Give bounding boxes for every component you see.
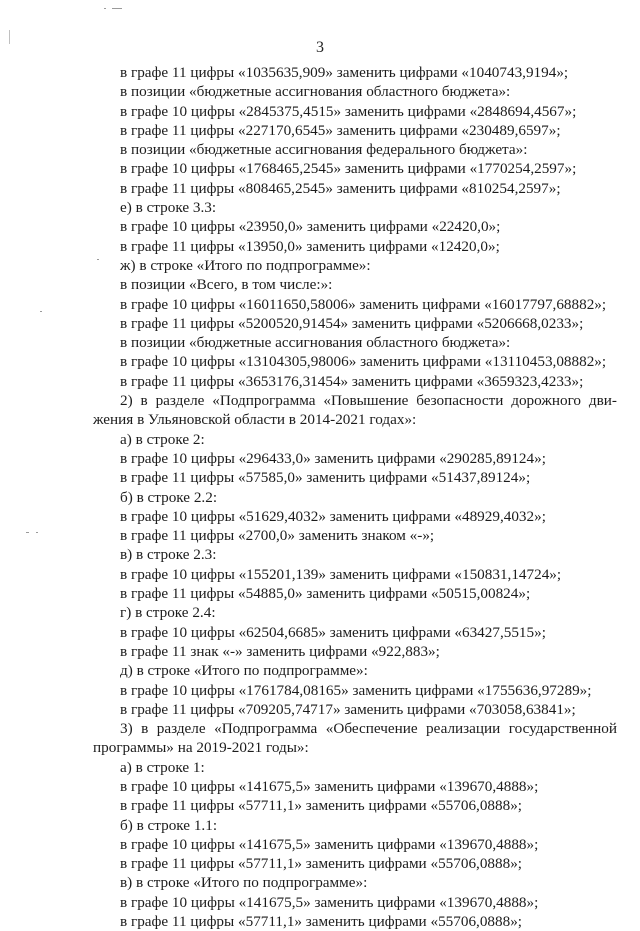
text-line: в графе 10 цифры «141675,5» заменить цифрами «139670,4888»; (120, 835, 539, 853)
text-line: а) в строке 1: (120, 758, 205, 776)
text-line: в графе 11 цифры «5200520,91454» заменить цифрами «5206668,0233»; (120, 314, 584, 332)
text-line: в графе 10 цифры «296433,0» заменить цифрами «290285,89124»; (120, 449, 546, 467)
text-line: в графе 11 цифры «57585,0» заменить цифрами «51437,89124»; (120, 469, 531, 487)
text-line: в графе 10 цифры «13104305,98006» заменить цифрами «13110453,08882»; (120, 353, 607, 371)
scan-speck (26, 532, 29, 533)
text-line: в позиции «бюджетные ассигнования областного бюджета»: (120, 83, 511, 101)
text-line: в графе 10 цифры «2845375,4515» заменить цифрами «2848694,4567»; (120, 102, 577, 120)
text-line: в графе 10 цифры «141675,5» заменить цифрами «139670,4888»; (120, 893, 539, 911)
scan-speck (36, 532, 38, 533)
text-line: жения в Ульяновской области в 2014-2021 годах»: (93, 411, 417, 429)
text-line: в графе 11 цифры «2700,0» заменить знаком «-»; (120, 527, 435, 545)
text-line: ж) в строке «Итого по подпрограмме»: (120, 256, 371, 274)
text-line: в графе 11 цифры «227170,6545» заменить цифрами «230489,6597»; (120, 121, 561, 139)
text-line: в позиции «Всего, в том числе:»: (120, 276, 333, 294)
text-line: в позиции «бюджетные ассигнования федерального бюджета»: (120, 141, 528, 159)
text-line: в графе 11 цифры «57711,1» заменить цифрами «55706,0888»; (120, 797, 523, 815)
text-line: в графе 10 цифры «62504,6685» заменить цифрами «63427,5515»; (120, 623, 546, 641)
text-line: в) в строке «Итого по подпрограмме»: (120, 874, 368, 892)
text-line: в графе 10 цифры «23950,0» заменить цифрами «22420,0»; (120, 218, 501, 236)
text-line: в графе 11 цифры «1035635,909» заменить цифрами «1040743,9194»; (120, 64, 569, 81)
text-line: г) в строке 2.4: (120, 604, 216, 622)
text-line: в графе 11 цифры «57711,1» заменить цифрами «55706,0888»; (120, 855, 523, 873)
scan-speck (104, 8, 106, 9)
text-line: в графе 11 цифры «709205,74717» заменить цифрами «703058,63841»; (120, 700, 576, 718)
document-body (93, 63, 617, 931)
text-line: в графе 11 цифры «3653176,31454» заменить цифрами «3659323,4233»; (120, 372, 584, 390)
text-line: в) в строке 2.3: (120, 546, 217, 564)
text-line: б) в строке 2.2: (120, 488, 218, 506)
text-line: в графе 10 цифры «1768465,2545» заменить цифрами «1770254,2597»; (120, 160, 577, 178)
text-line: в графе 10 цифры «51629,4032» заменить цифрами «48929,4032»; (120, 507, 546, 525)
text-line: в графе 11 цифры «57711,1» заменить цифрами «55706,0888»; (120, 913, 523, 931)
text-line: а) в строке 2: (120, 430, 205, 448)
scan-speck (112, 8, 122, 9)
text-line: в графе 10 цифры «155201,139» заменить цифрами «150831,14724»; (120, 565, 562, 583)
text-line: д) в строке «Итого по подпрограмме»: (120, 662, 368, 680)
scan-speck (40, 311, 42, 312)
text-line: 3) в разделе «Подпрограмма «Обеспечение реализации государственной (120, 720, 617, 738)
text-line: программы» на 2019-2021 годы»: (93, 739, 309, 757)
text-line: в графе 11 цифры «808465,2545» заменить цифрами «810254,2597»; (120, 179, 561, 197)
text-line: в графе 10 цифры «141675,5» заменить цифрами «139670,4888»; (120, 777, 539, 795)
text-line: в графе 11 знак «-» заменить цифрами «922,883»; (120, 642, 440, 660)
text-line: е) в строке 3.3: (120, 199, 217, 217)
text-line: в графе 10 цифры «1761784,08165» заменить цифрами «1755636,97289»; (120, 681, 592, 699)
text-line: в графе 10 цифры «16011650,58006» заменить цифрами «16017797,68882»; (120, 295, 607, 313)
text-line: б) в строке 1.1: (120, 816, 218, 834)
text-line: в графе 11 цифры «13950,0» заменить цифрами «12420,0»; (120, 237, 500, 255)
page-number: 3 (316, 39, 324, 56)
text-line: в позиции «бюджетные ассигнования областного бюджета»: (120, 334, 511, 352)
text-line: в графе 11 цифры «54885,0» заменить цифрами «50515,00824»; (120, 585, 531, 603)
text-line: 2) в разделе «Подпрограмма «Повышение безопасности дорожного дви- (120, 392, 617, 410)
